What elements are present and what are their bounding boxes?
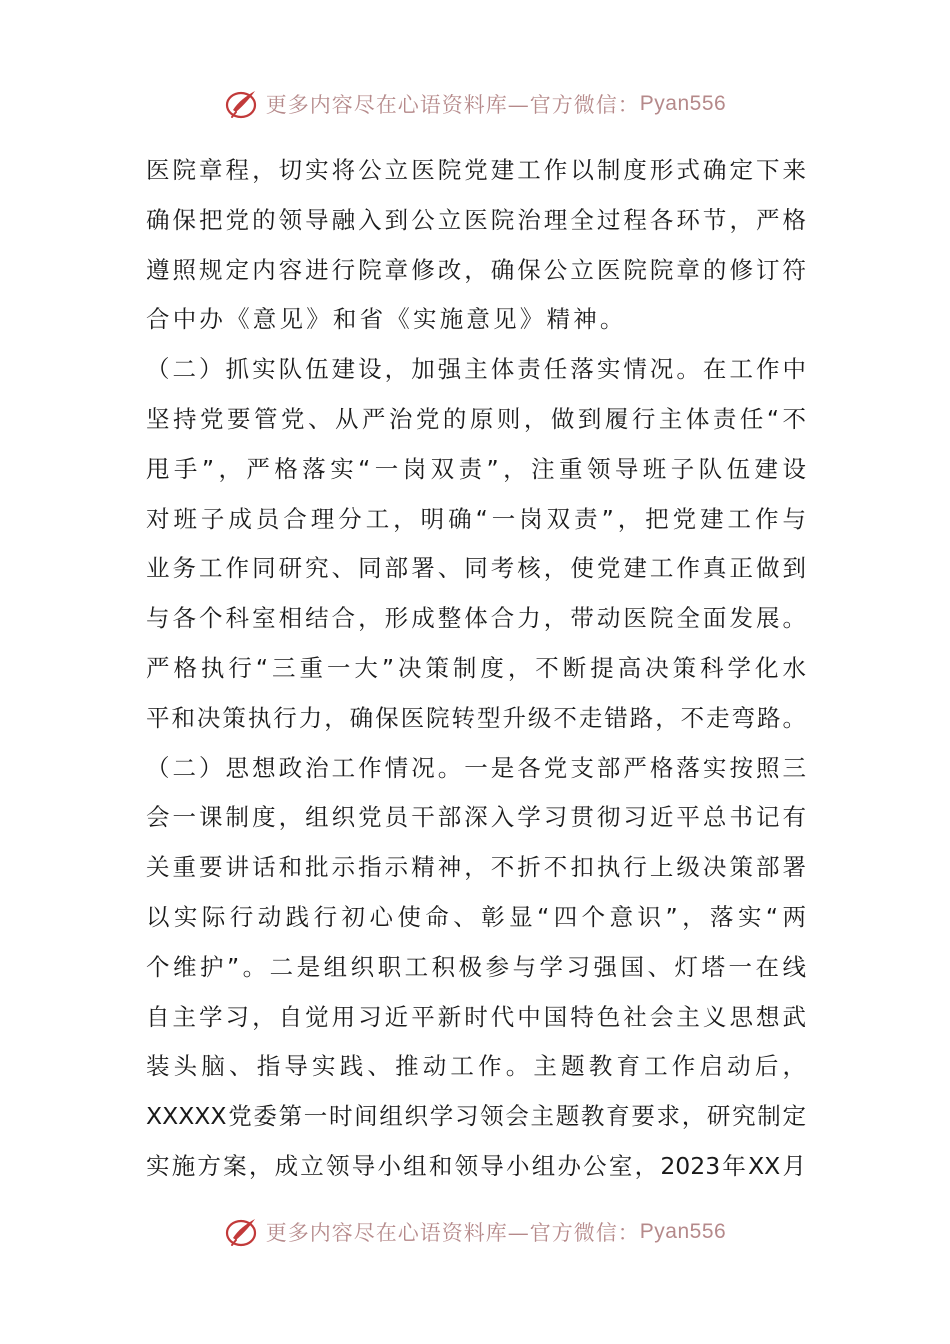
text-line: 对班子成员合理分工，明确“一岗双责”，把党建工作与 <box>146 504 806 533</box>
text-line: 实施方案，成立领导小组和领导小组办公室，2023年XX月 <box>146 1151 806 1180</box>
text-line: 合中办《意见》和省《实施意见》精神。 <box>146 305 627 334</box>
watermark-text: 更多内容尽在心语资料库—官方微信： <box>265 1221 640 1245</box>
body-text <box>146 146 806 1192</box>
text-line: （二）抓实队伍建设，加强主体责任落实情况。在工作中 <box>146 355 806 384</box>
text-line: （二）思想政治工作情况。一是各党支部严格落实按照三 <box>146 753 806 782</box>
text-line: 与各个科室相结合，形成整体合力，带动医院全面发展。 <box>146 604 806 633</box>
text-line: 装头脑、指导实践、推动工作。主题教育工作启动后， <box>146 1052 806 1081</box>
quill-logo-icon <box>224 1214 260 1250</box>
watermark-text: 更多内容尽在心语资料库—官方微信： <box>265 93 640 117</box>
quill-logo-icon <box>224 86 260 122</box>
watermark-wechat-id: Pyan556 <box>639 92 727 115</box>
text-line: 平和决策执行力，确保医院转型升级不走错路，不走弯路。 <box>146 703 806 732</box>
text-line: 坚持党要管党、从严治党的原则，做到履行主体责任“不 <box>146 404 806 433</box>
text-line: 严格执行“三重一大”决策制度，不断提高决策科学化水 <box>146 653 806 682</box>
text-line: 会一课制度，组织党员干部深入学习贯彻习近平总书记有 <box>146 803 806 832</box>
text-line: 个维护”。二是组织职工积极参与学习强国、灯塔一在线 <box>146 952 806 981</box>
header-watermark <box>0 84 950 124</box>
text-line: 确保把党的领导融入到公立医院治理全过程各环节，严格 <box>146 205 806 234</box>
text-line: 关重要讲话和批示指示精神，不折不扣执行上级决策部署 <box>146 853 806 882</box>
text-line: 医院章程，切实将公立医院党建工作以制度形式确定下来 <box>146 156 806 184</box>
text-line: 自主学习，自觉用习近平新时代中国特色社会主义思想武 <box>146 1002 806 1031</box>
text-line: 业务工作同研究、同部署、同考核，使党建工作真正做到 <box>146 554 806 583</box>
watermark-wechat-id: Pyan556 <box>639 1220 727 1243</box>
text-line: 以实际行动践行初心使命、彰显“四个意识”，落实“两 <box>146 902 806 931</box>
text-line: 甩手”，严格落实“一岗双责”，注重领导班子队伍建设 <box>146 454 806 483</box>
text-line: 遵照规定内容进行院章修改，确保公立医院院章的修订符 <box>146 255 806 284</box>
text-line: XXXXX党委第一时间组织学习领会主题教育要求，研究制定 <box>146 1102 806 1131</box>
footer-watermark <box>0 1212 950 1252</box>
